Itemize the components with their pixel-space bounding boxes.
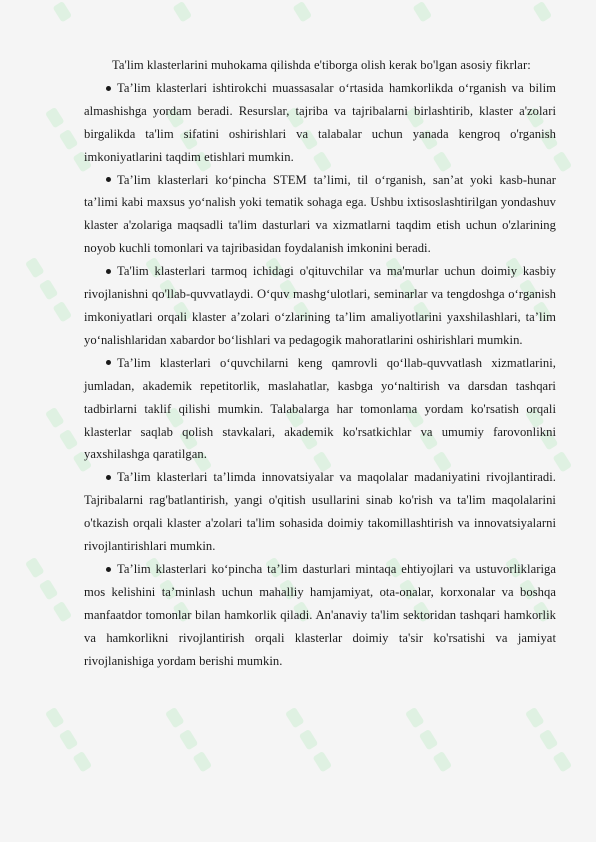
watermark-stripe: [25, 257, 72, 323]
watermark-stripe: [285, 707, 332, 773]
watermark-stripe: [405, 707, 452, 773]
watermark-stripe: [385, 0, 432, 23]
watermark-mark: [25, 257, 45, 279]
intro-paragraph: Ta'lim klasterlarini muhokama qilishda e'tiborga olish kerak bo'lgan asosiy fikrlar:: [112, 58, 531, 72]
bullet-icon: [106, 269, 111, 274]
watermark-mark: [552, 751, 572, 773]
bullet-paragraph-3: [84, 260, 556, 352]
watermark-mark: [405, 707, 425, 729]
watermark-mark: [59, 729, 79, 751]
watermark-mark: [292, 1, 312, 23]
watermark-mark: [39, 579, 59, 601]
watermark-mark: [45, 707, 65, 729]
watermark-stripe: [25, 0, 72, 23]
watermark-mark: [412, 1, 432, 23]
bullet-icon: [106, 177, 111, 182]
watermark-mark: [285, 707, 305, 729]
bullet-paragraph-5: [84, 466, 556, 558]
bullet-icon: [106, 567, 111, 572]
bullet-text: Ta’lim klasterlari ishtirokchi muassasalar o‘rtasida hamkorlikda o‘rganish va bilim almashishga yordam beradi. Resurslar, tajriba va tajribalarni birlashtirib, klaster a'zolari birgalikda ta'lim sifatini oshirishlari va talabalar uchun yanada kengroq o'rganish imkoniyatlarini taqdim etishlari mumkin.: [84, 80, 556, 164]
bullet-icon: [106, 86, 111, 91]
watermark-stripe: [165, 707, 212, 773]
watermark-mark: [179, 729, 199, 751]
watermark-mark: [192, 751, 212, 773]
watermark-mark: [72, 751, 92, 773]
bullet-paragraph-2: [84, 169, 556, 261]
watermark-stripe: [505, 0, 552, 23]
watermark-mark: [52, 301, 72, 323]
watermark-mark: [165, 707, 185, 729]
watermark-mark: [52, 1, 72, 23]
bullet-text: Ta'lim klasterlari tarmoq ichidagi o'qituvchilar va ma'murlar uchun doimiy kasbiy rivojlanishni qo'llab-quvvatlaydi. O‘quv mashg‘ulotlari, seminarlar va tengdoshga o‘rganish imkoniyatlari orqali klaster a’zolari o‘zlarining ta’lim amaliyotlarini yaxshilashlari, ta’lim yo‘nalishlaridan xabardor bo‘lishlari va pedagogik mahoratlarini oshirishlari mumkin.: [84, 264, 556, 347]
watermark-mark: [39, 279, 59, 301]
bullet-icon: [106, 360, 111, 365]
watermark-mark: [532, 1, 552, 23]
watermark-stripe: [45, 707, 92, 773]
watermark-mark: [25, 557, 45, 579]
bullet-paragraph-6: [84, 558, 556, 673]
watermark-stripe: [265, 0, 312, 23]
watermark-mark: [539, 729, 559, 751]
watermark-stripe: [145, 0, 192, 23]
document-body: [84, 54, 556, 672]
watermark-mark: [299, 729, 319, 751]
bullet-paragraph-4: [84, 352, 556, 467]
watermark-mark: [59, 429, 79, 451]
bullet-paragraph-1: [84, 77, 556, 169]
watermark-mark: [432, 751, 452, 773]
bullet-text: Ta’lim klasterlari o‘quvchilarni keng qamrovli qo‘llab-quvvatlash xizmatlarini, jumladan, akademik repetitorlik, maslahatlar, kasbga yo‘naltirish va darsdan tashqari tadbirlarni taklif qilishi mumkin. Talabalarga har tomonlama yordam ko'rsatish orqali klasterlar saqlab qolish stavkalari, akademik ko'rsatkichlar va umumiy farovonlikni yaxshilashga qaratilgan.: [84, 355, 556, 462]
watermark-mark: [172, 1, 192, 23]
watermark-mark: [45, 407, 65, 429]
watermark-stripe: [25, 557, 72, 623]
watermark-mark: [52, 601, 72, 623]
bullet-text: Ta’lim klasterlari ko‘pincha STEM ta’limi, til o‘rganish, san’at yoki kasb-hunar ta’limi kabi maxsus yo‘nalish yoki tematik sohaga ega. Ushbu ixtisoslashtirilgan yondashuv klaster a'zolariga maqsadli ta'lim dasturlari va xizmatlarni taqdim etish uchun o'zlarining noyob kuchli tomonlari va tajribasidan foydalanish imkonini beradi.: [84, 172, 556, 256]
bullet-text: Ta’lim klasterlari ta’limda innovatsiyalar va maqolalar madaniyatini rivojlantiradi. Tajribalarni rag'batlantirish, yangi o'qitish usullarini sinab ko'rish va ta'lim maqolalarini o'tkazish orqali klaster a'zolari ta'lim sohasida doimiy takomillashtirish va innovatsiyalarni rivojlantirishlari mumkin.: [84, 470, 556, 554]
watermark-mark: [312, 751, 332, 773]
watermark-stripe: [525, 707, 572, 773]
watermark-mark: [59, 129, 79, 151]
watermark-mark: [525, 707, 545, 729]
bullet-icon: [106, 475, 111, 480]
watermark-mark: [419, 729, 439, 751]
bullet-text: Ta’lim klasterlari ko‘pincha ta’lim dasturlari mintaqa ehtiyojlari va ustuvorliklariga mos kelishini ta’minlash uchun mahalliy hamjamiyat, ota-onalar, korxonalar va boshqa manfaatdor tomonlar bilan hamkorlik qiladi. An'anaviy ta'lim sektoridan tashqari hamkorlik va hamkorlikni rivojlantirish orqali klasterlar doimiy ta'sir ko'rsatishi va jamiyat rivojlanishiga yordam berishi mumkin.: [84, 561, 556, 668]
watermark-mark: [45, 107, 65, 129]
